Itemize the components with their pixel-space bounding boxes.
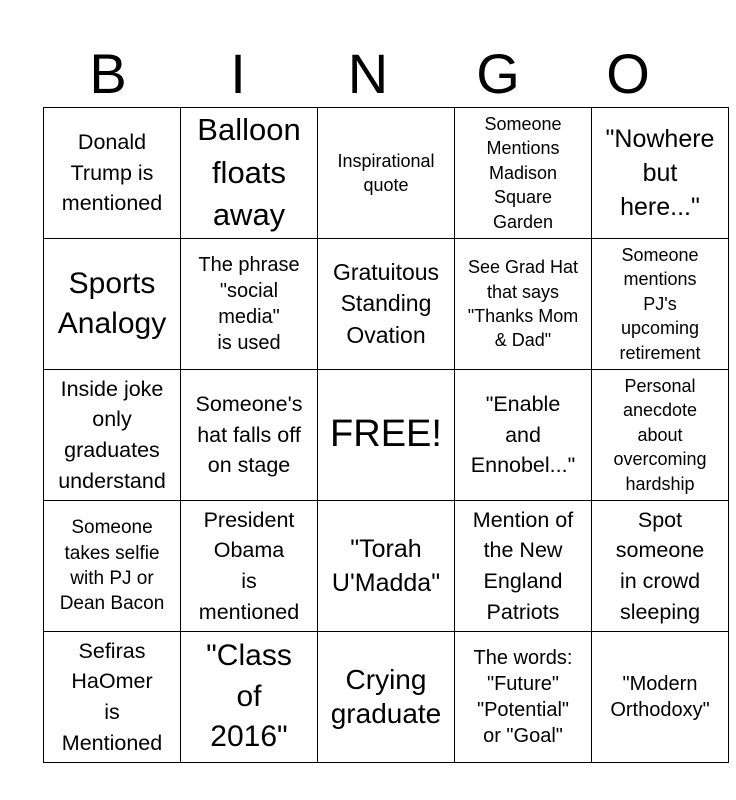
bingo-cell[interactable]: Crying graduate [318, 632, 455, 763]
header-letter-n: N [347, 42, 389, 105]
board-row [44, 108, 729, 239]
header-letter-b: B [89, 42, 127, 105]
bingo-header [43, 40, 693, 108]
bingo-cell[interactable]: Mention of the New England Patriots [455, 501, 592, 632]
bingo-cell[interactable]: Donald Trump is mentioned [44, 108, 181, 239]
bingo-cell[interactable]: Someone's hat falls off on stage [181, 370, 318, 501]
bingo-cell[interactable]: "Modern Orthodoxy" [592, 632, 729, 763]
board-row [44, 501, 729, 632]
bingo-cell[interactable]: Inside joke only graduates understand [44, 370, 181, 501]
bingo-cell[interactable]: Sefiras HaOmer is Mentioned [44, 632, 181, 763]
bingo-cell[interactable]: Someone mentions PJ's upcoming retirement [592, 239, 729, 370]
bingo-cell[interactable]: Personal anecdote about overcoming hardship [592, 370, 729, 501]
bingo-cell[interactable]: The phrase "social media" is used [181, 239, 318, 370]
header-letter-o: O [606, 42, 650, 105]
bingo-cell[interactable]: "Nowhere but here..." [592, 108, 729, 239]
bingo-cell[interactable]: Gratuitous Standing Ovation [318, 239, 455, 370]
header-letter-g: G [476, 42, 520, 105]
free-space[interactable]: FREE! [318, 370, 455, 501]
bingo-cell[interactable]: The words: "Future" "Potential" or "Goal" [455, 632, 592, 763]
bingo-cell[interactable]: President Obama is mentioned [181, 501, 318, 632]
bingo-cell[interactable]: "Torah U'Madda" [318, 501, 455, 632]
header-letter-i: I [230, 42, 246, 105]
bingo-cell[interactable]: Someone Mentions Madison Square Garden [455, 108, 592, 239]
bingo-cell[interactable]: "Enable and Ennobel..." [455, 370, 592, 501]
bingo-cell[interactable]: See Grad Hat that says "Thanks Mom & Dad" [455, 239, 592, 370]
bingo-board [43, 107, 729, 763]
bingo-cell[interactable]: Someone takes selfie with PJ or Dean Bacon [44, 501, 181, 632]
bingo-cell[interactable]: Inspirational quote [318, 108, 455, 239]
bingo-cell[interactable]: Spot someone in crowd sleeping [592, 501, 729, 632]
board-row [44, 239, 729, 370]
bingo-cell[interactable]: "Class of 2016" [181, 632, 318, 763]
bingo-cell[interactable]: Sports Analogy [44, 239, 181, 370]
board-row [44, 632, 729, 763]
board-row [44, 370, 729, 501]
bingo-cell[interactable]: Balloon floats away [181, 108, 318, 239]
